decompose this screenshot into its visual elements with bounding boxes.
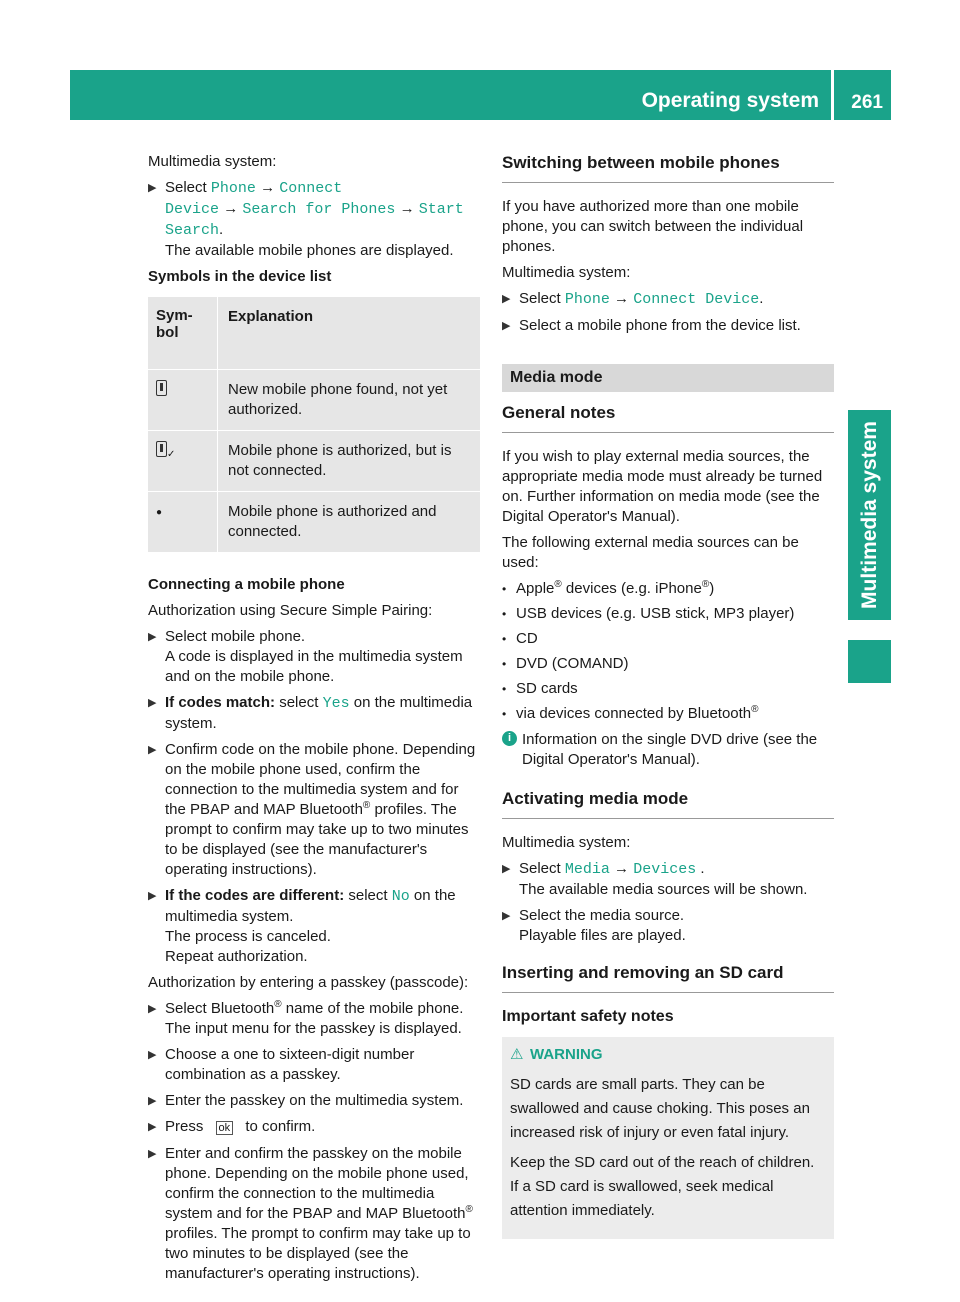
arrow-symbol: →: [260, 179, 276, 196]
bullet-dot: •: [502, 632, 507, 646]
connected-dot-icon: ●: [156, 507, 163, 518]
bullet-dot: •: [502, 582, 507, 596]
info-note: [502, 730, 834, 770]
warning-label: WARNING: [530, 1046, 603, 1063]
step-text: Enter the passkey on the multimedia system.: [165, 1092, 464, 1109]
step-text: on the multimedia system.: [165, 694, 473, 732]
arrow-icon: ▶: [148, 182, 157, 194]
table-row: [148, 492, 480, 553]
phone-authorized-icon: [156, 441, 167, 457]
list-item: [502, 654, 834, 674]
list-item: [502, 679, 834, 699]
table-cell: Mobile phone is authorized and connected.: [228, 503, 437, 540]
phone-new-icon: [156, 380, 167, 396]
step: [148, 1045, 480, 1085]
page-number: 261: [851, 92, 883, 113]
menu-connect: Connect: [279, 180, 343, 197]
arrow-icon: ▶: [148, 697, 157, 709]
list-text: via devices connected by Bluetooth: [516, 705, 752, 722]
list-text: USB devices (e.g. USB stick, MP3 player): [516, 605, 795, 622]
media-mode-box: Media mode: [502, 364, 834, 392]
arrow-icon: ▶: [148, 1003, 157, 1015]
col-symbol-header: Sym- bol: [148, 297, 218, 369]
connecting-heading: Connecting a mobile phone: [148, 576, 345, 593]
step-text: profiles. The prompt to confirm may take up to two minutes to be displayed (see the manufacturer's operating instructions).: [165, 1225, 471, 1282]
passkey-text: Authorization by entering a passkey (passcode):: [148, 974, 469, 991]
bullet-dot: •: [502, 682, 507, 696]
step-text: Press: [165, 1118, 204, 1135]
step-text: Select: [519, 290, 561, 307]
info-text: Information on the single DVD drive (see the Digital Operator's Manual).: [522, 731, 818, 768]
table-row: [148, 370, 480, 431]
side-marker: [848, 640, 891, 683]
table-header: [148, 297, 480, 370]
table-cell: New mobile phone found, not yet authorized.: [228, 381, 448, 418]
bullet-dot: •: [502, 607, 507, 621]
menu-media: Media: [564, 861, 610, 878]
arrow-symbol: →: [399, 200, 415, 217]
step: ▶ Select Phone → Connect Device.: [502, 290, 764, 308]
step: [148, 693, 480, 734]
step-text: Enter and confirm the passkey on the mobile phone. Depending on the mobile phone used, confirm the connection to the multimedia system and for the PBAP and MAP Bluetooth: [165, 1145, 469, 1222]
bullet-dot: •: [502, 707, 507, 721]
reg-mark: ®: [554, 579, 562, 590]
symbol-table: [148, 297, 480, 553]
step: [502, 906, 834, 946]
right-column: [502, 152, 834, 1239]
step-result: A code is displayed in the multimedia system and on the mobile phone.: [165, 648, 463, 685]
arrow-symbol: →: [223, 200, 239, 217]
menu-phone: Phone: [564, 291, 610, 308]
gn-text-2: The following external media sources can be used:: [502, 534, 799, 571]
safety-heading: Important safety notes: [502, 1008, 674, 1025]
switch-text: If you have authorized more than one mobile phone, you can switch between the individual phones.: [502, 198, 804, 255]
menu-devices: Devices: [633, 861, 697, 878]
step-text: to confirm.: [245, 1118, 316, 1135]
table-row: ✓ Mobile phone is authorized, but is not connected.: [148, 431, 480, 492]
list-text: CD: [516, 630, 538, 647]
arrow-icon: ▶: [148, 1121, 157, 1133]
symbols-heading: Symbols in the device list: [148, 268, 332, 285]
heading-rule: [502, 152, 834, 183]
side-tab-label: Multimedia system: [858, 421, 881, 609]
left-column: [148, 152, 480, 1290]
arrow-icon: ▶: [148, 631, 157, 643]
switching-heading: Switching between mobile phones: [502, 153, 780, 172]
side-tab: [848, 410, 891, 620]
ok-key-icon: ok: [216, 1121, 234, 1135]
list-item: [502, 629, 834, 649]
step: ▶ Confirm code on the mobile phone. Depending on the mobile phone used, confirm the connection to the multimedia system and for the PBAP and MAP Bluetooth® profiles. The prompt to confirm may take up to two minutes to be displayed (see the manufacturer's operating instructions).: [148, 741, 476, 878]
step-select-phone: ▶ Select Phone → Connect Device → Search for Phones → Start Search. The available mobile phones are displayed.: [148, 179, 464, 259]
activating-heading: Activating media mode: [502, 789, 689, 808]
step-text: Select: [519, 860, 561, 877]
ms-text: Multimedia system:: [502, 834, 631, 851]
table-cell: Mobile phone is authorized, but is not connected.: [228, 442, 452, 479]
list-item: • Apple® devices (e.g. iPhone®): [502, 579, 715, 597]
sd-heading: Inserting and removing an SD card: [502, 963, 784, 982]
warning-triangle-icon: ⚠: [510, 1046, 524, 1063]
arrow-icon: ▶: [502, 863, 511, 875]
step-text: profiles. The prompt to confirm may take up to two minutes to be displayed (see the manufacturer's operating instructions).: [165, 801, 469, 878]
step-result: The available mobile phones are displayed.: [165, 242, 454, 259]
reg-mark: ®: [701, 579, 710, 590]
menu-search: Search: [165, 222, 220, 239]
reg-mark: ®: [751, 704, 759, 715]
header-bar: [70, 70, 891, 120]
warning-text-1: SD cards are small parts. They can be swallowed and cause choking. This poses an increased risk of injury or even fatal injury.: [510, 1076, 810, 1141]
menu-yes: Yes: [322, 695, 350, 712]
step-text: Choose a one to sixteen-digit number combination as a passkey.: [165, 1046, 415, 1083]
warning-text-2: Keep the SD card out of the reach of children. If a SD card is swallowed, seek medical attention immediately.: [510, 1154, 815, 1219]
step-text: select: [348, 887, 388, 904]
menu-start: Start: [418, 201, 464, 218]
menu-no: No: [391, 888, 410, 905]
ms-text: Multimedia system:: [502, 264, 631, 281]
step: ▶ Select Bluetooth® name of the mobile phone. The input menu for the passkey is displayed.: [148, 999, 464, 1037]
step: ▶ Enter and confirm the passkey on the mobile phone. Depending on the mobile phone used, confirm the connection to the multimedia system and for the PBAP and MAP Bluetooth® profiles. The prompt to confirm may take up to two minutes to be displayed (see the manufacturer's operating instructions).: [148, 1145, 473, 1282]
step-text: Select: [165, 179, 207, 196]
heading-rule: [502, 788, 834, 819]
step-bold: If the codes are different:: [165, 887, 345, 904]
list-item: [502, 704, 834, 724]
step-text: on the multimedia system.: [165, 887, 456, 925]
step-text: Select a mobile phone from the device list.: [519, 317, 801, 334]
step: [502, 316, 834, 336]
step: [148, 1091, 480, 1111]
arrow-icon: ▶: [148, 1148, 157, 1160]
ssp-text: Authorization using Secure Simple Pairing:: [148, 602, 433, 619]
list-text: devices (e.g. iPhone: [565, 580, 702, 597]
step-result: Repeat authorization.: [165, 948, 308, 965]
menu-connect-device: Connect Device: [633, 291, 760, 308]
intro-text: Multimedia system:: [148, 153, 277, 170]
list-text: DVD (COMAND): [516, 655, 629, 672]
arrow-icon: ▶: [148, 1095, 157, 1107]
arrow-icon: ▶: [148, 890, 157, 902]
arrow-icon: ▶: [148, 744, 157, 756]
step: [148, 1117, 480, 1138]
menu-search-phones: Search for Phones: [242, 201, 396, 218]
step-text: name of the mobile phone. The input menu for the passkey is displayed.: [165, 1000, 464, 1037]
arrow-icon: ▶: [502, 293, 511, 305]
step-text: Select the media source.: [519, 907, 685, 924]
heading-rule: [502, 402, 834, 433]
general-notes-heading: General notes: [502, 403, 616, 422]
step: ▶ Select Media → Devices . The available media sources will be shown.: [502, 860, 808, 898]
step: [148, 886, 480, 967]
heading-rule: [502, 962, 834, 993]
step-result: Playable files are played.: [519, 927, 686, 944]
bullet-dot: •: [502, 657, 507, 671]
step-text: Select mobile phone.: [165, 628, 306, 645]
arrow-icon: ▶: [502, 320, 511, 332]
step-text: select: [279, 694, 319, 711]
step-bold: If codes match:: [165, 694, 276, 711]
step-text: Confirm code on the mobile phone. Depending on the mobile phone used, confirm the connection to the multimedia system and for the PBAP and MAP Bluetooth: [165, 741, 476, 818]
list-item: [502, 604, 834, 624]
step-result: The available media sources will be shown.: [519, 881, 808, 898]
step: [148, 627, 480, 687]
menu-phone: Phone: [210, 180, 256, 197]
header-divider: [831, 70, 834, 120]
arrow-icon: ▶: [148, 1049, 157, 1061]
warning-header: [510, 1045, 826, 1065]
warning-box: [502, 1037, 834, 1239]
list-text: SD cards: [516, 680, 578, 697]
gn-text: If you wish to play external media sources, the appropriate media mode must already be turned on. Further information on media mode (see the Digital Operator's Manual).: [502, 448, 823, 525]
menu-device: Device: [165, 201, 220, 218]
step-result: The process is canceled.: [165, 928, 331, 945]
list-text: Apple: [516, 580, 555, 597]
info-icon: i: [502, 731, 517, 746]
section-title: Operating system: [641, 89, 819, 112]
step-text: Select Bluetooth: [165, 1000, 275, 1017]
col-explanation-header: Explanation: [228, 308, 314, 325]
arrow-icon: ▶: [502, 910, 511, 922]
